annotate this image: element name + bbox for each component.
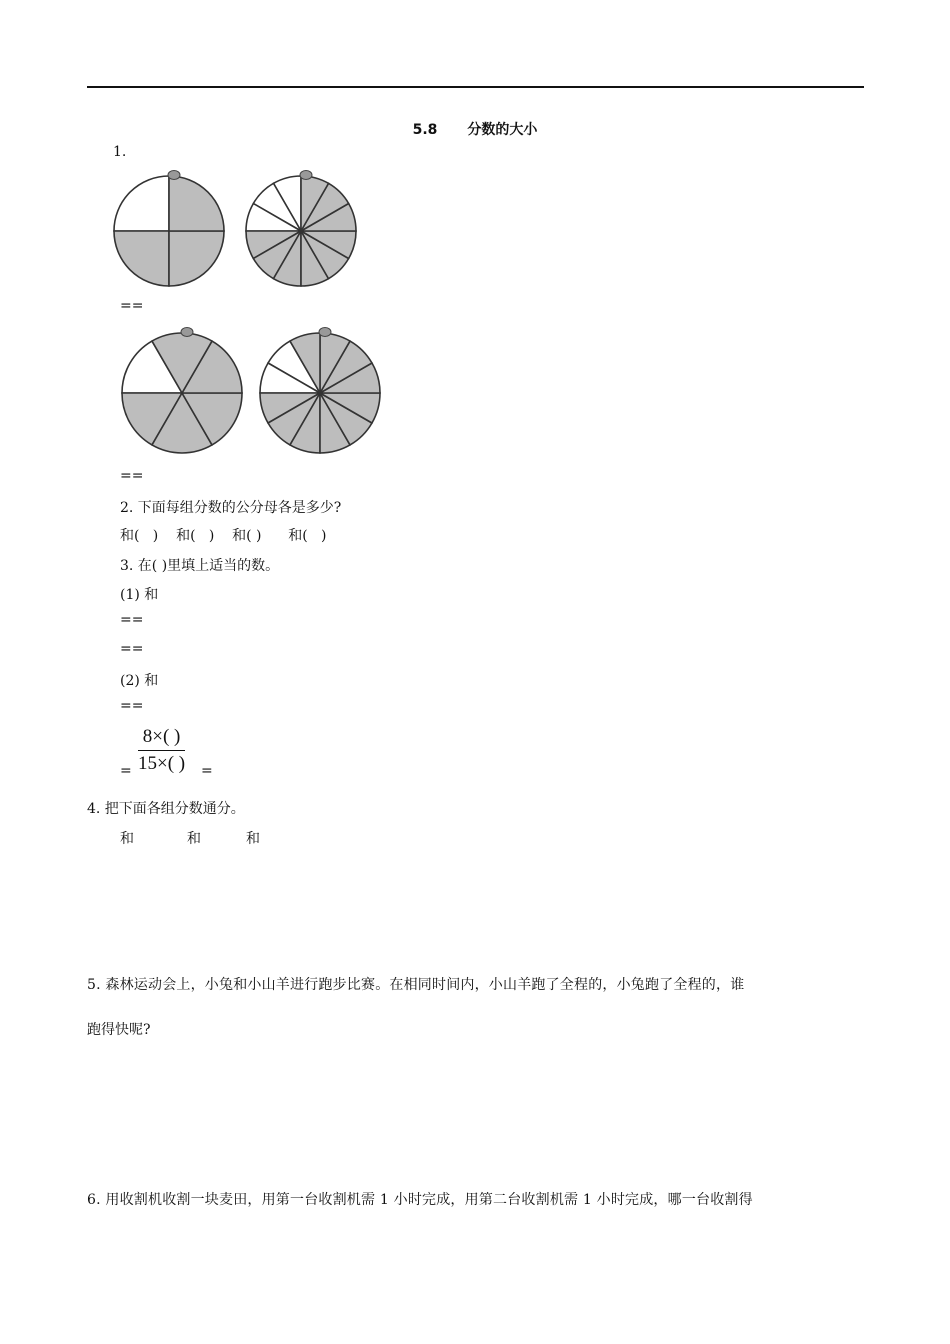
section-title: 分数的大小 xyxy=(467,122,538,138)
pie-slice-shaded xyxy=(169,176,224,231)
q1-equals-row-2: == xyxy=(120,468,144,484)
q4-item-1: 和 xyxy=(120,831,134,847)
fraction-numerator: 8×( ) xyxy=(138,724,185,751)
q2-text: 2. 下面每组分数的公分母各是多少? xyxy=(120,500,342,516)
q3-part2: (2) 和 xyxy=(120,673,159,689)
fraction-denominator: 15×( ) xyxy=(138,753,186,774)
pie-slice-unshaded xyxy=(114,176,169,231)
pie-knob-icon xyxy=(168,171,180,180)
q2-answers: 和( ) 和( ) 和( ) 和( ) xyxy=(120,528,327,544)
q4-item-3: 和 xyxy=(246,831,260,847)
pie-chart-2 xyxy=(241,166,361,290)
pie-chart-3 xyxy=(117,324,247,456)
q3-eq-right: = xyxy=(201,763,213,779)
q4-text: 4. 把下面各组分数通分。 xyxy=(87,801,245,817)
q3-eq2: == xyxy=(120,641,144,657)
q3-part1: (1) 和 xyxy=(120,587,159,603)
q3-eq1: == xyxy=(120,612,144,628)
section-number: 5.8 xyxy=(412,122,438,138)
q3-eq-left: = xyxy=(120,763,132,779)
q3-text: 3. 在( )里填上适当的数。 xyxy=(120,558,280,574)
header-rule xyxy=(87,86,864,88)
q5-line1: 5. 森林运动会上，小兔和小山羊进行跑步比赛。在相同时间内，小山羊跑了全程的，小兔跑了全程的，谁 xyxy=(87,977,745,993)
q6-line1: 6. 用收割机收割一块麦田，用第一台收割机需 1 小时完成，用第二台收割机需 1 小时完成，哪一台收割得 xyxy=(87,1192,753,1208)
pie-chart-4 xyxy=(255,324,385,456)
pie-slice-shaded xyxy=(114,231,169,286)
pie-knob-icon xyxy=(300,171,312,180)
fraction-expression xyxy=(138,724,185,777)
pie-knob-icon xyxy=(181,328,193,337)
q5-line2: 跑得快呢? xyxy=(87,1022,151,1038)
q4-item-2: 和 xyxy=(187,831,201,847)
q1-equals-row-1: == xyxy=(120,298,144,314)
q1-label: 1. xyxy=(113,144,127,160)
pie-chart-1 xyxy=(109,166,229,290)
page-title xyxy=(0,119,950,139)
pie-knob-icon xyxy=(319,328,331,337)
pie-slice-shaded xyxy=(169,231,224,286)
q3-eq3: == xyxy=(120,698,144,714)
